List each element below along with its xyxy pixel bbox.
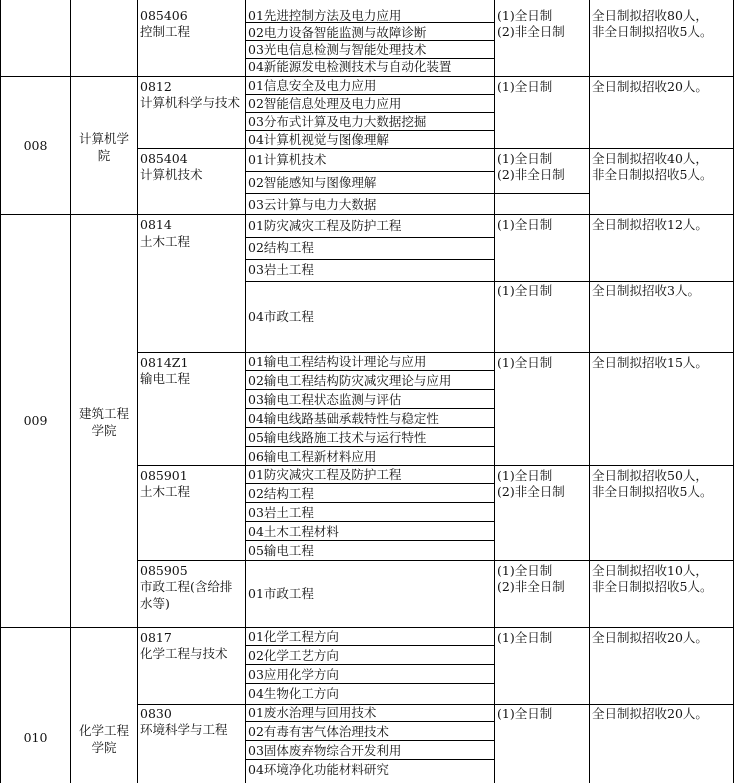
college-name: 建筑工程	[78, 406, 129, 421]
grid-line	[245, 502, 494, 503]
direction: 01计算机技术	[248, 152, 327, 167]
grid-line	[245, 759, 494, 760]
college-name: 院	[97, 148, 111, 163]
study-mode: (2)非全日制	[497, 24, 565, 39]
grid-line	[245, 740, 494, 741]
grid-line	[137, 148, 734, 149]
study-mode: (1)全日制	[497, 79, 553, 94]
major-code: 085404	[140, 151, 188, 166]
direction: 04输电线路基础承载特性与稳定性	[248, 411, 439, 426]
study-mode: (2)非全日制	[497, 579, 565, 594]
college-code: 010	[23, 730, 48, 745]
study-mode: (2)非全日制	[497, 167, 565, 182]
college-name: 计算机学	[78, 131, 129, 146]
study-mode: (1)全日制	[497, 706, 553, 721]
study-mode: (1)全日制	[497, 283, 553, 298]
grid-line	[0, 0, 1, 783]
grid-line	[245, 521, 494, 522]
quota: 非全日制拟招收5人。	[592, 579, 713, 594]
grid-line	[245, 408, 494, 409]
major-code: 085406	[140, 8, 188, 23]
direction: 02智能信息处理及电力应用	[248, 96, 402, 111]
quota: 全日制拟招收40人，	[592, 151, 708, 166]
direction: 02结构工程	[248, 240, 314, 255]
grid-line	[245, 427, 494, 428]
direction: 02有毒有害气体治理技术	[248, 724, 389, 739]
major-code: 085905	[140, 563, 188, 578]
quota: 全日制拟招收10人，	[592, 563, 708, 578]
study-mode: (1)全日制	[497, 468, 553, 483]
direction: 05输电线路施工技术与运行特性	[248, 430, 427, 445]
direction: 02化学工艺方向	[248, 648, 339, 663]
direction: 03岩土工程	[248, 505, 314, 520]
direction: 03应用化学方向	[248, 667, 339, 682]
grid-line	[0, 627, 734, 628]
grid-line	[70, 0, 71, 783]
direction: 04计算机视觉与图像理解	[248, 132, 389, 147]
major-name: 市政工程(含给排	[140, 579, 233, 594]
quota: 全日制拟招收20人。	[592, 706, 708, 721]
major-code: 0817	[140, 630, 172, 645]
direction: 01防灾减灾工程及防护工程	[248, 467, 402, 482]
major-code: 0814Z1	[140, 355, 189, 370]
direction: 01化学工程方向	[248, 629, 339, 644]
major-name: 计算机技术	[140, 167, 203, 182]
direction: 03固体废弃物综合开发利用	[248, 743, 402, 758]
grid-line	[245, 112, 494, 113]
direction: 01市政工程	[248, 586, 314, 601]
quota: 非全日制拟招收5人。	[592, 167, 713, 182]
direction: 04环境净化功能材料研究	[248, 762, 389, 777]
quota: 全日制拟招收80人，	[592, 8, 708, 23]
grid-line	[137, 560, 734, 561]
major-name: 化学工程与技术	[140, 646, 228, 661]
study-mode: (1)全日制	[497, 355, 553, 370]
major-code: 085901	[140, 468, 188, 483]
direction: 04市政工程	[248, 309, 314, 324]
direction: 01信息安全及电力应用	[248, 78, 377, 93]
major-name: 控制工程	[140, 24, 191, 39]
quota: 全日制拟招收50人，	[592, 468, 708, 483]
grid-line	[245, 171, 494, 172]
grid-line	[245, 130, 494, 131]
grid-line	[245, 0, 246, 783]
quota: 全日制拟招收20人。	[592, 630, 708, 645]
grid-line	[137, 0, 138, 783]
quota: 全日制拟招收15人。	[592, 355, 708, 370]
study-mode: (1)全日制	[497, 217, 553, 232]
quota: 非全日制拟招收5人。	[592, 484, 713, 499]
study-mode: (1)全日制	[497, 630, 553, 645]
college-name: 学院	[91, 740, 117, 755]
college-name: 学院	[91, 423, 117, 438]
grid-line	[494, 0, 495, 783]
grid-line	[137, 704, 734, 705]
grid-line	[245, 237, 494, 238]
grid-line	[245, 281, 734, 282]
major-code: 0814	[140, 217, 172, 232]
study-mode: (1)全日制	[497, 563, 553, 578]
direction: 01输电工程结构设计理论与应用	[248, 354, 427, 369]
major-name: 计算机科学与技术	[140, 95, 241, 110]
major-name: 水等)	[140, 596, 170, 611]
direction: 04生物化工方向	[248, 686, 339, 701]
grid-line	[245, 94, 494, 95]
direction: 03光电信息检测与智能处理技术	[248, 42, 427, 57]
direction: 04土木工程材料	[248, 524, 339, 539]
grid-line	[137, 465, 734, 466]
grid-line	[245, 389, 494, 390]
grid-line	[137, 352, 734, 353]
grid-line	[245, 193, 494, 194]
direction: 03输电工程状态监测与评估	[248, 392, 402, 407]
grid-line	[245, 540, 494, 541]
quota: 非全日制拟招收5人。	[592, 24, 713, 39]
quota: 全日制拟招收20人。	[592, 79, 708, 94]
direction: 05输电工程	[248, 543, 314, 558]
major-code: 0830	[140, 706, 172, 721]
college-code: 009	[23, 413, 48, 428]
direction: 06输电工程新材料应用	[248, 449, 377, 464]
major-name: 土木工程	[140, 484, 191, 499]
direction: 04新能源发电检测技术与自动化装置	[248, 59, 452, 74]
study-mode: (2)非全日制	[497, 484, 565, 499]
major-name: 环境科学与工程	[140, 722, 228, 737]
direction: 03分布式计算及电力大数据挖掘	[248, 114, 427, 129]
college-code: 008	[23, 138, 48, 153]
grid-line	[245, 683, 494, 684]
grid-line	[245, 370, 494, 371]
quota: 全日制拟招收12人。	[592, 217, 708, 232]
grid-line	[494, 193, 589, 194]
grid-line	[245, 645, 494, 646]
direction: 03岩土工程	[248, 262, 314, 277]
direction: 02结构工程	[248, 486, 314, 501]
direction: 01防灾减灾工程及防护工程	[248, 218, 402, 233]
study-mode: (1)全日制	[497, 151, 553, 166]
grid-line	[589, 0, 590, 783]
grid-line	[245, 259, 494, 260]
major-name: 土木工程	[140, 234, 191, 249]
grid-line	[0, 214, 734, 215]
direction: 02电力设备智能监测与故障诊断	[248, 25, 427, 40]
study-mode: (1)全日制	[497, 8, 553, 23]
major-code: 0812	[140, 79, 172, 94]
direction: 02智能感知与图像理解	[248, 175, 377, 190]
direction: 02输电工程结构防灾减灾理论与应用	[248, 373, 452, 388]
major-name: 输电工程	[140, 371, 191, 386]
direction: 03云计算与电力大数据	[248, 197, 377, 212]
direction: 01废水治理与回用技术	[248, 705, 377, 720]
quota: 全日制拟招收3人。	[592, 283, 700, 298]
grid-line	[245, 483, 494, 484]
grid-line	[0, 76, 734, 77]
grid-line	[245, 664, 494, 665]
college-name: 化学工程	[78, 723, 129, 738]
direction: 01先进控制方法及电力应用	[248, 8, 402, 23]
grid-line	[245, 446, 494, 447]
grid-line	[245, 721, 494, 722]
